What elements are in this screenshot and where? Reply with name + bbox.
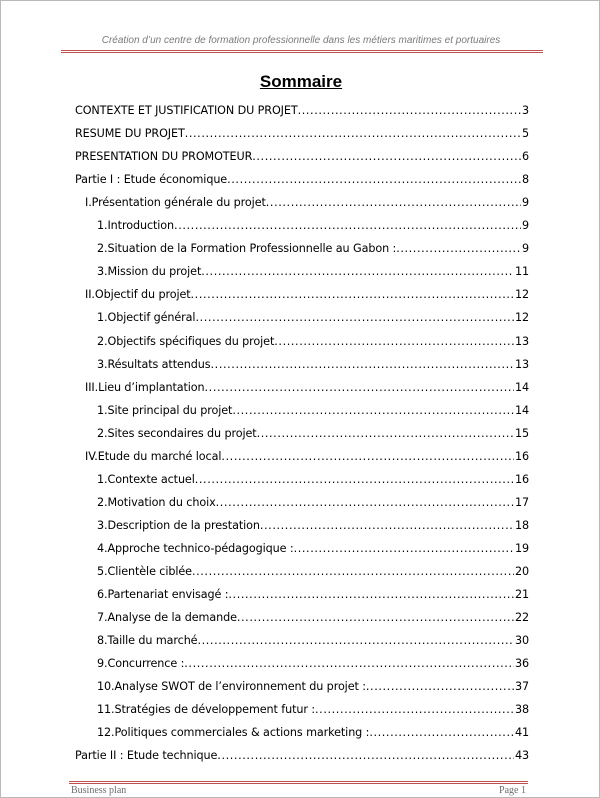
toc-entry-number: 9. [97, 657, 108, 671]
toc-entry-label: Sites secondaires du projet [107, 426, 257, 440]
toc-dot-leader [294, 542, 514, 555]
toc-dot-leader [221, 450, 514, 463]
toc-dot-leader [260, 519, 514, 532]
toc-entry[interactable] [97, 565, 529, 587]
toc-dot-leader [252, 150, 521, 163]
toc-dot-leader [211, 358, 514, 371]
footer-left-text: Business plan [71, 785, 127, 796]
toc-dot-leader [257, 427, 514, 440]
toc-entry-number: 3. [97, 518, 108, 532]
toc-entry-page-number: 19 [514, 541, 529, 555]
toc-entry-page-number: 14 [514, 380, 529, 394]
toc-entry-page-number: 16 [514, 449, 529, 463]
toc-dot-leader [217, 749, 514, 762]
toc-dot-leader [315, 703, 514, 716]
toc-entry-page-number: 20 [514, 565, 529, 578]
page-title: Sommaire [259, 72, 343, 91]
toc-entry-page-number: 3 [521, 104, 529, 117]
toc-entry-label: Objectif général [107, 311, 196, 325]
toc-entry-page-number: 13 [514, 334, 529, 348]
toc-entry[interactable] [75, 749, 529, 771]
toc-entry-number: 11. [97, 703, 115, 717]
toc-entry-number: III. [85, 380, 99, 394]
toc-entry-label: Politiques commerciales & actions marketing : [114, 726, 370, 740]
toc-dot-leader [192, 565, 514, 578]
toc-entry-number: 1. [97, 472, 108, 486]
toc-dot-leader [195, 311, 514, 324]
toc-entry-number: II. [85, 288, 95, 302]
toc-entry-page-number: 30 [514, 634, 529, 648]
toc-entry[interactable] [85, 288, 529, 310]
toc-entry-number: 1. [97, 403, 108, 417]
toc-dot-leader [195, 473, 514, 486]
toc-entry[interactable] [85, 196, 529, 218]
toc-entry-label: PRESENTATION DU PROMOTEUR [75, 150, 253, 164]
toc-entry[interactable] [85, 381, 529, 403]
toc-entry-page-number: 6 [521, 150, 529, 164]
toc-entry[interactable] [97, 242, 529, 264]
toc-entry[interactable] [97, 611, 529, 633]
toc-entry-page-number: 21 [514, 588, 529, 602]
toc-entry-page-number: 9 [521, 219, 529, 233]
toc-entry-label: Situation de la Formation Professionnelle au Gabon : [107, 242, 397, 256]
toc-entry-label: Analyse SWOT de l’environnement du projet : [114, 680, 366, 694]
toc-entry[interactable] [97, 335, 529, 357]
toc-entry[interactable] [75, 104, 529, 126]
toc-dot-leader [228, 588, 514, 601]
toc-entry-label: Partie I : Etude économique [75, 173, 228, 187]
header-rule [61, 50, 543, 53]
toc-entry-page-number: 37 [514, 680, 529, 694]
toc-dot-leader [369, 726, 514, 739]
toc-dot-leader [396, 242, 521, 255]
toc-entry-page-number: 8 [521, 173, 529, 187]
toc-entry[interactable] [97, 703, 529, 725]
toc-entry-label: Motivation du choix [107, 495, 216, 509]
toc-entry-label: Taille du marché [107, 634, 198, 648]
toc-entry-number: IV. [85, 449, 98, 463]
toc-entry-page-number: 17 [514, 495, 529, 509]
toc-entry-label: Stratégies de développement futur : [114, 703, 316, 717]
toc-entry-number: 2. [97, 242, 108, 256]
toc-entry-number: 4. [97, 541, 108, 555]
toc-entry-label: Partenariat envisagé : [107, 588, 229, 602]
toc-entry-page-number: 12 [514, 288, 529, 302]
toc-entry-page-number: 38 [514, 703, 529, 717]
toc-dot-leader [298, 104, 521, 117]
toc-entry-label: Résultats attendus [107, 357, 211, 371]
toc-entry-number: 10. [97, 680, 115, 694]
toc-entry-label: Introduction [107, 219, 175, 233]
toc-entry-label: RESUME DU PROJET [75, 127, 185, 141]
toc-entry-label: Contexte actuel [107, 472, 195, 486]
toc-entry[interactable] [97, 726, 529, 748]
toc-entry-page-number: 36 [514, 657, 529, 671]
toc-entry[interactable] [97, 588, 529, 610]
toc-entry-label: Présentation générale du projet [91, 196, 266, 210]
toc-entry-label: Lieu d’implantation [98, 380, 205, 394]
toc-entry[interactable] [97, 427, 529, 449]
toc-entry-page-number: 22 [514, 611, 529, 625]
toc-entry[interactable] [97, 657, 529, 679]
toc-dot-leader [184, 657, 514, 670]
toc-entry-page-number: 18 [514, 518, 529, 532]
toc-dot-leader [216, 496, 514, 509]
toc-entry-number: 8. [97, 634, 108, 648]
toc-entry[interactable] [97, 680, 529, 702]
toc-entry-page-number: 12 [514, 311, 529, 325]
toc-dot-leader [237, 611, 514, 624]
toc-entry-page-number: 16 [514, 472, 529, 486]
toc-entry[interactable] [97, 358, 529, 380]
toc-dot-leader [185, 127, 521, 140]
toc-entry[interactable] [97, 311, 529, 333]
running-header: Création d’un centre de formation professionnelle dans les métiers maritimes et portuaires [101, 35, 501, 46]
toc-entry-label: Partie II : Etude technique [75, 749, 218, 763]
toc-entry-label: Objectif du projet [94, 288, 191, 302]
toc-entry[interactable] [75, 173, 529, 195]
toc-entry-label: Objectifs spécifiques du projet [107, 334, 275, 348]
toc-entry-label: Clientèle ciblée [107, 565, 192, 578]
toc-entry-page-number: 11 [514, 265, 529, 279]
toc-dot-leader [227, 173, 521, 186]
toc-entry-number: 5. [97, 565, 108, 578]
toc-entry-page-number: 5 [521, 127, 529, 141]
toc-dot-leader [366, 680, 514, 693]
toc-entry-page-number: 43 [514, 749, 529, 763]
toc-entry-number: 2. [97, 426, 108, 440]
toc-entry[interactable] [97, 219, 529, 241]
toc-entry[interactable] [97, 496, 529, 518]
toc-dot-leader [201, 265, 514, 278]
toc-entry[interactable] [97, 519, 529, 541]
toc-entry[interactable] [97, 542, 529, 564]
toc-entry-page-number: 15 [514, 426, 529, 440]
toc-entry-number: I. [85, 196, 92, 210]
toc-entry-label: CONTEXTE ET JUSTIFICATION DU PROJET [75, 104, 298, 117]
toc-entry-number: 3. [97, 265, 108, 279]
toc-entry-number: 6. [97, 588, 108, 602]
toc-dot-leader [205, 381, 514, 394]
footer-rule [69, 781, 528, 784]
toc-entry-number: 12. [97, 726, 115, 740]
toc-entry-page-number: 9 [521, 196, 529, 210]
toc-entry-page-number: 41 [514, 726, 529, 740]
toc-entry-page-number: 9 [521, 242, 529, 256]
toc-entry-number: 7. [97, 611, 108, 625]
toc-entry-label: Site principal du projet [107, 403, 233, 417]
toc-entry-number: 3. [97, 357, 108, 371]
toc-entry-label: Approche technico-pédagogique : [107, 541, 294, 555]
toc-entry-label: Mission du projet [107, 265, 202, 279]
toc-entry[interactable] [97, 404, 529, 426]
toc-entry-number: 2. [97, 334, 108, 348]
toc-dot-leader [191, 288, 514, 301]
toc-entry-page-number: 14 [514, 403, 529, 417]
toc-entry-number: 2. [97, 495, 108, 509]
toc-entry-label: Concurrence : [107, 657, 185, 671]
toc-dot-leader [274, 335, 514, 348]
toc-dot-leader [197, 634, 513, 647]
toc-entry[interactable] [75, 150, 529, 172]
toc-dot-leader [174, 219, 521, 232]
footer-page-number: Page 1 [499, 785, 526, 796]
toc-entry[interactable] [75, 127, 529, 149]
toc-entry-label: Analyse de la demande [107, 611, 237, 625]
toc-entry-label: Description de la prestation [107, 518, 260, 532]
toc-entry[interactable] [97, 265, 529, 287]
toc-entry-number: 1. [97, 311, 108, 325]
toc-entry-page-number: 13 [514, 357, 529, 371]
toc-dot-leader [232, 404, 514, 417]
toc-dot-leader [266, 196, 521, 209]
toc-entry[interactable] [85, 450, 529, 472]
toc-entry[interactable] [97, 634, 529, 656]
toc-entry-label: Etude du marché local [97, 449, 222, 463]
toc-entry-number: 1. [97, 219, 108, 233]
toc-entry[interactable] [97, 473, 529, 495]
